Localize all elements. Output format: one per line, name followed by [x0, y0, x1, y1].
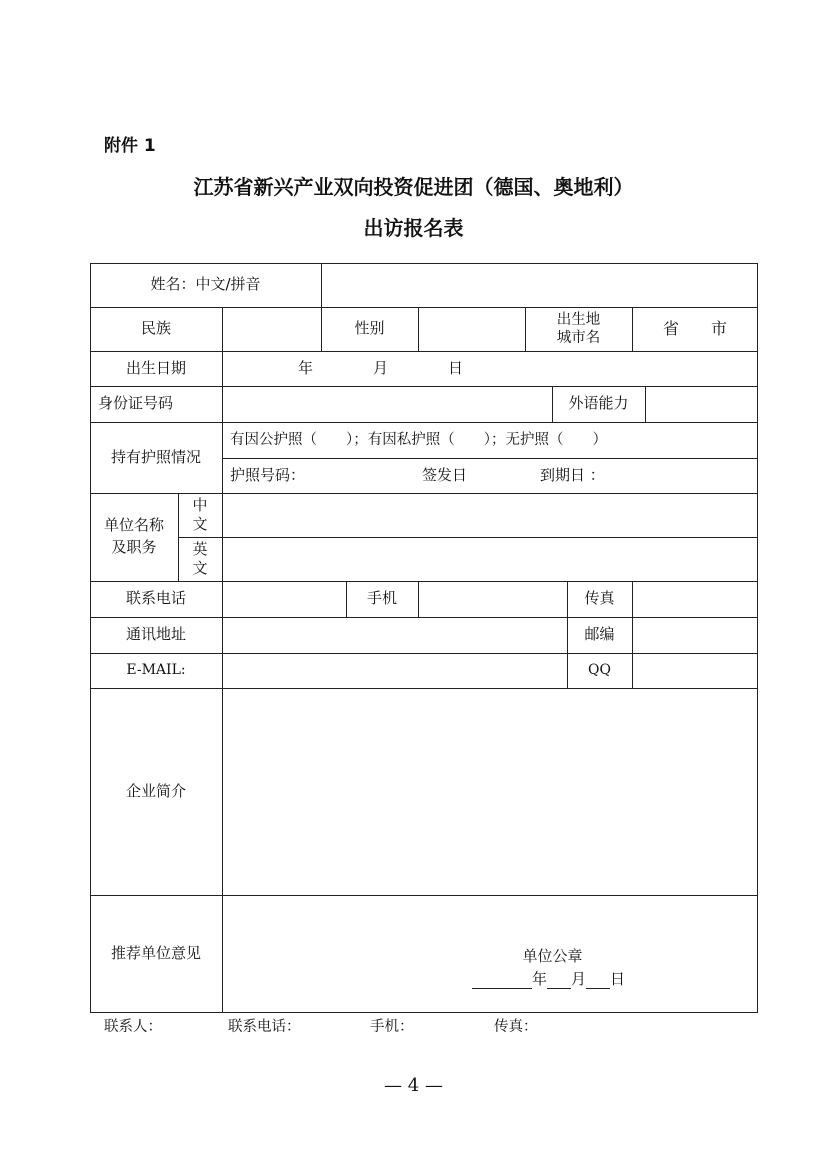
fax-field[interactable]	[633, 582, 757, 617]
birth-month-label: 月	[373, 359, 389, 378]
form-subtitle: 出访报名表	[363, 216, 464, 240]
postcode-field[interactable]	[633, 618, 757, 653]
mobile-field[interactable]	[419, 582, 567, 617]
unit-chinese-field[interactable]	[223, 494, 757, 537]
fax-label: 传真	[584, 589, 615, 608]
passport-number-label: 护照号码：	[230, 465, 306, 484]
mobile-label: 手机	[366, 589, 397, 608]
expiry-date-label: 到期日 ：	[540, 465, 605, 484]
email-label: E-MAIL:	[126, 662, 186, 679]
birthplace-label-line2: 城市名	[556, 330, 601, 346]
seal-month-label: 月	[571, 970, 587, 988]
province-label: 省	[662, 319, 679, 339]
chinese-label-line2: 文	[192, 515, 208, 533]
passport-details[interactable]	[222, 458, 757, 493]
seal-month-blank[interactable]	[547, 972, 571, 989]
phone-label: 联系电话	[125, 589, 186, 608]
qq-label: QQ	[588, 662, 611, 679]
unit-english-field[interactable]	[223, 538, 757, 581]
id-number-field[interactable]	[223, 387, 552, 422]
address-field[interactable]	[223, 618, 567, 653]
issue-date-label: 签发日	[422, 465, 468, 484]
ethnicity-field[interactable]	[223, 308, 321, 351]
passport-types[interactable]: 有因公护照（ ）；有因私护照（ ）；无护照（ ）	[230, 431, 607, 448]
page-number: — 4 —	[384, 1075, 443, 1096]
name-label: 姓名：中文/拼音	[150, 275, 261, 294]
chinese-label	[178, 493, 222, 537]
name-field[interactable]	[322, 264, 757, 307]
qq-field[interactable]	[633, 654, 757, 688]
unit-label-line2: 及职务	[111, 538, 157, 556]
language-label: 外语能力	[568, 394, 629, 413]
company-intro-label: 企业简介	[125, 781, 186, 800]
seal-year-label: 年	[532, 970, 548, 988]
english-label-line1: 英	[192, 539, 208, 558]
table-rule	[90, 1012, 758, 1013]
birthdate-label: 出生日期	[125, 358, 186, 377]
table-rule	[757, 263, 758, 1013]
email-field[interactable]	[223, 654, 567, 688]
gender-label: 性别	[354, 319, 385, 338]
annex-label: 附件 1	[104, 136, 156, 156]
english-label-line2: 文	[192, 559, 208, 577]
chinese-label-line1: 中	[192, 495, 208, 514]
birth-year-label: 年	[298, 359, 314, 378]
english-label	[178, 537, 222, 581]
birthplace-label-line1: 出生地	[556, 311, 601, 328]
footer-phone: 联系电话：	[228, 1019, 301, 1035]
gender-field[interactable]	[419, 308, 525, 351]
seal-day-label: 日	[610, 970, 626, 988]
unit-label	[90, 493, 178, 581]
footer-mobile: 手机：	[370, 1019, 414, 1035]
birthdate-field[interactable]	[223, 352, 757, 386]
unit-label-line1: 单位名称	[103, 516, 164, 535]
city-label: 市	[711, 319, 728, 339]
seal-date	[472, 968, 625, 989]
birthplace-field[interactable]	[633, 308, 757, 351]
recommendation-label: 推荐单位意见	[110, 943, 201, 962]
passport-label: 持有护照情况	[110, 447, 201, 466]
address-label: 通讯地址	[125, 625, 186, 644]
id-number-label: 身份证号码	[98, 394, 174, 413]
postcode-label: 邮编	[584, 625, 615, 644]
birth-day-label: 日	[448, 359, 464, 378]
seal-year-blank[interactable]	[472, 972, 532, 989]
birthplace-label	[525, 307, 632, 351]
phone-field[interactable]	[223, 582, 346, 617]
footer-contact: 联系人：	[104, 1019, 162, 1035]
company-intro-field[interactable]	[223, 689, 757, 895]
seal-day-blank[interactable]	[586, 972, 610, 989]
language-field[interactable]	[646, 387, 757, 422]
seal-label: 单位公章	[522, 947, 583, 965]
ethnicity-label: 民族	[140, 319, 171, 338]
footer-fax: 传真：	[494, 1019, 538, 1035]
form-title: 江苏省新兴产业双向投资促进团（德国、奥地利）	[193, 175, 634, 199]
